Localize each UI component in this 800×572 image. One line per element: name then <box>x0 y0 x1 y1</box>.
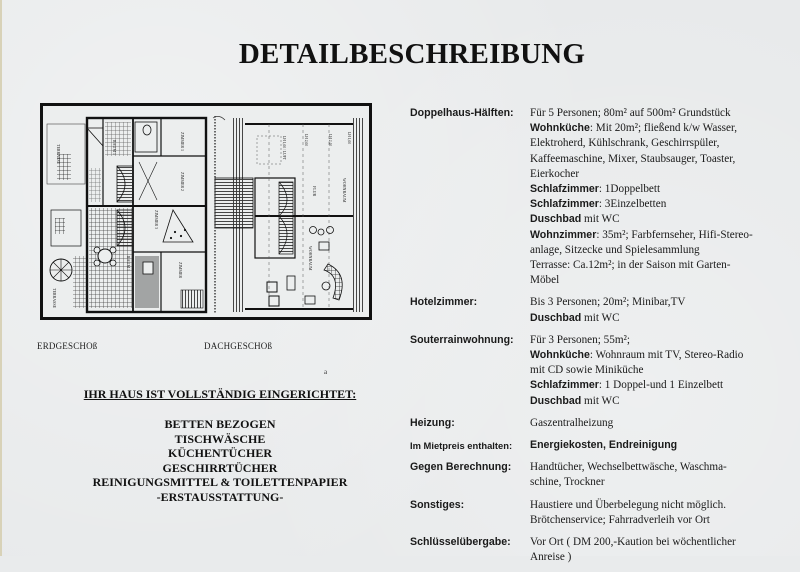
detail-label: Gegen Berechnung: <box>410 461 512 474</box>
room-label: RAUM 1 <box>112 140 117 156</box>
detail-line <box>530 243 790 258</box>
equipment-item: REINIGUNGSMITTEL & TOILETTENPAPIER <box>92 475 348 490</box>
detail-line-text: : 35m²; Farbfernseher, Hifi-Stereo- <box>596 228 753 241</box>
detail-line-bold: Wohnküche <box>530 122 590 135</box>
equipment-heading: IHR HAUS IST VOLLSTÄNDIG EINGERICHTET: <box>83 387 357 401</box>
detail-row <box>410 438 790 453</box>
detail-row <box>410 295 790 325</box>
detail-line-text: Gaszentralheizung <box>530 416 614 429</box>
detail-value <box>530 498 790 528</box>
detail-label: Heizung: <box>410 416 455 429</box>
detail-row <box>410 333 790 409</box>
detail-line <box>530 438 790 453</box>
detail-line <box>530 348 790 363</box>
detail-line <box>530 182 790 197</box>
detail-label: Im Mietpreis enthalten: <box>410 440 513 452</box>
detail-line-bold: Energiekosten, Endreinigung <box>530 439 678 452</box>
detail-row <box>410 460 790 490</box>
floor-plan-drawing <box>43 106 369 317</box>
detail-line <box>530 416 790 431</box>
detail-line <box>530 228 790 243</box>
detail-row <box>410 416 790 431</box>
detail-line <box>530 535 790 550</box>
detail-line <box>530 212 790 227</box>
detail-line-text: mit CD sowie Miniküche <box>530 364 644 377</box>
detail-line <box>530 333 790 348</box>
terrace-label-top: TERRASSE <box>56 144 61 165</box>
room-label: WOHNRAUM <box>308 246 313 271</box>
room-label: ZIMMER 3 <box>154 210 159 229</box>
detail-label: Schlüsselübergabe: <box>410 536 511 549</box>
detail-line-text: : Mit 20m²; fließend k/w Wasser, <box>589 122 738 135</box>
room-label: ZIMMER 2 <box>180 172 185 191</box>
detail-value <box>530 416 790 431</box>
ground-floor-plan <box>47 118 206 312</box>
detail-line-text: : Wohnraum mit TV, Stereo-Radio <box>589 349 744 362</box>
detail-value <box>530 535 790 565</box>
detail-line <box>530 475 790 490</box>
detail-line-text: : 1 Doppel-und 1 Einzelbett <box>598 379 724 392</box>
detail-line-text: Anreise ) <box>530 551 572 564</box>
attic-floor-label: DACHGESCHOß <box>204 341 273 351</box>
floor-plan <box>40 103 372 320</box>
height-label: LH 2,00 <box>304 134 308 146</box>
detail-line-text: : 3Einzelbetten <box>598 198 667 211</box>
height-label: LH 1,00 <box>347 132 351 144</box>
detail-line-text: : 1Doppelbett <box>598 183 661 196</box>
detail-line-text: Kaffeemaschine, Mixer, Staubsauger, Toaster, <box>530 152 736 165</box>
detail-line-text: Brötchenservice; Fahrradverleih vor Ort <box>530 513 710 526</box>
detail-line-text: mit WC <box>581 394 620 407</box>
detail-line <box>530 136 790 151</box>
detail-line <box>530 273 790 288</box>
detail-line <box>530 167 790 182</box>
attic-floor-plan <box>215 118 363 312</box>
detail-line-text: mit WC <box>581 311 620 324</box>
detail-line-text: Für 3 Personen; 55m²; <box>530 333 630 346</box>
detail-line-text: Haustiere und Überbelegung nicht möglich. <box>530 498 727 511</box>
detail-line-text: schine, Trockner <box>530 476 605 489</box>
detail-line-text: Handtücher, Wechselbettwäsche, Waschma- <box>530 461 727 474</box>
equipment-item: TISCHWÄSCHE <box>174 431 266 446</box>
detail-line-bold: Wohnzimmer <box>530 228 597 241</box>
detail-line-text: anlage, Sitzecke und Spielesammlung <box>530 243 700 256</box>
detail-line <box>530 258 790 273</box>
detail-line-bold: Wohnküche <box>530 349 590 362</box>
detail-value <box>530 295 790 325</box>
detail-line <box>530 378 790 393</box>
room-label: RAUM 1 <box>126 256 131 272</box>
detail-line <box>530 106 790 121</box>
detail-line-bold: Schlafzimmer <box>530 198 599 211</box>
detail-line-text: Bis 3 Personen; 20m²; Minibar,TV <box>530 296 686 309</box>
detail-line <box>530 295 790 310</box>
detail-line <box>530 394 790 409</box>
detail-line <box>530 550 790 565</box>
page-title: DETAILBESCHREIBUNG <box>238 38 586 70</box>
detail-line-bold: Duschbad <box>530 394 582 407</box>
detail-line-text: Eierkocher <box>530 167 580 180</box>
detail-label: Sonstiges: <box>410 498 465 511</box>
detail-line <box>530 197 790 212</box>
equipment-item: -ERSTAUSSTATTUNG- <box>156 489 284 504</box>
detail-row <box>410 535 790 565</box>
detail-value <box>530 460 790 490</box>
detail-line <box>530 513 790 528</box>
room-label: ZIMMER <box>178 262 183 278</box>
height-label: LH 2,40 <box>328 134 332 146</box>
detail-line <box>530 498 790 513</box>
detail-row <box>410 106 790 288</box>
detail-label: Doppelhaus-Hälften: <box>410 107 514 119</box>
equipment-list <box>2 417 438 505</box>
room-label: FLUR <box>312 186 317 197</box>
detail-line-text: Für 5 Personen; 80m² auf 500m² Grundstück <box>530 107 731 119</box>
detail-line-text: mit WC <box>581 213 620 226</box>
equipment-item: BETTEN BEZOGEN <box>164 417 276 431</box>
detail-label: Hotelzimmer: <box>410 296 478 309</box>
room-label: ZIMMER 1 <box>180 132 185 151</box>
detail-row <box>410 498 790 528</box>
detail-line <box>530 363 790 378</box>
detail-table <box>410 106 790 572</box>
equipment-item: GESCHIRRTÜCHER <box>162 460 278 475</box>
detail-line <box>530 311 790 326</box>
detail-line-text: Möbel <box>530 274 560 287</box>
detail-value <box>530 438 790 453</box>
room-label: WOHNRAUM <box>342 178 347 203</box>
detail-line-bold: Duschbad <box>530 213 582 226</box>
detail-label: Souterrainwohnung: <box>410 333 514 346</box>
detail-line-text: Terrasse: Ca.12m²; in der Saison mit Garten- <box>530 259 731 272</box>
detail-line-bold: Duschbad <box>530 311 582 324</box>
detail-line-text: Vor Ort ( DM 200,-Kaution bei wöchentlicher <box>530 536 736 549</box>
detail-line <box>530 460 790 475</box>
detail-line-bold: Schlafzimmer <box>530 379 599 392</box>
stray-mark: a <box>324 368 328 376</box>
detail-value <box>530 333 790 409</box>
detail-line <box>530 152 790 167</box>
ground-floor-label: ERDGESCHOß <box>37 341 98 351</box>
height-label: LH 1,00 / LUFT <box>282 136 286 160</box>
detail-line-bold: Schlafzimmer <box>530 183 599 196</box>
detail-line <box>530 121 790 136</box>
detail-value <box>530 106 790 288</box>
equipment-item: KÜCHENTÜCHER <box>167 446 272 461</box>
terrace-label-bottom: TERRASSE <box>52 288 57 309</box>
detail-line-text: Elektroherd, Kühlschrank, Geschirrspüler, <box>530 137 720 150</box>
